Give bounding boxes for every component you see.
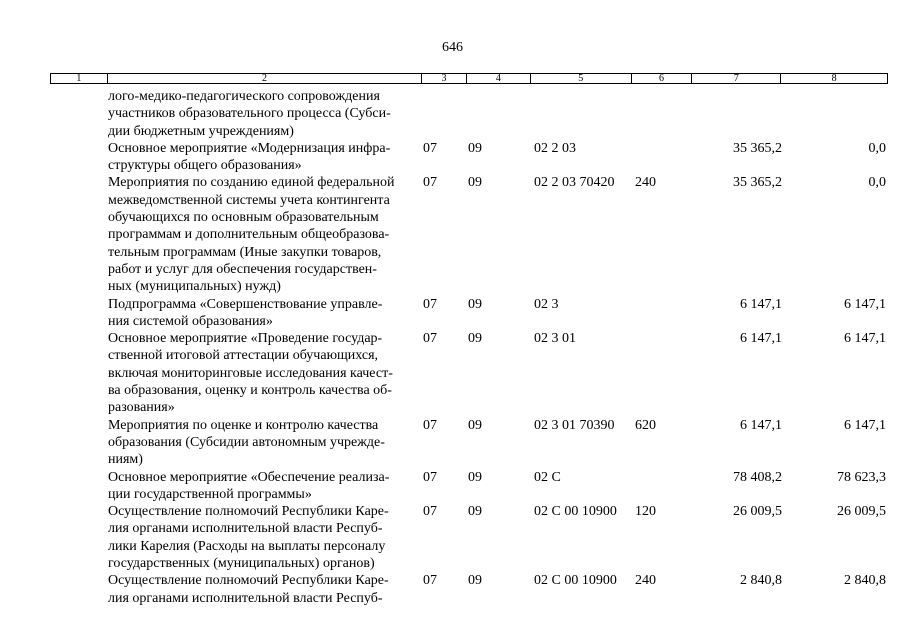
table-row <box>108 140 888 175</box>
expense-name: Мероприятия по созданию единой федеральной межведомственной системы учета контингента обучающихся по основным образовательным программам и дополнительным общеобразова- тельным программам (Иные закупки товаров, работ и услуг для обеспечения государствен- ных (муниципальных) нужд) <box>108 175 395 295</box>
column-number-6: 6 <box>632 74 693 83</box>
subsection-code: 09 <box>468 504 482 520</box>
column-number-2: 2 <box>108 74 422 83</box>
amount-year-2: 6 147,1 <box>844 331 886 347</box>
amount-year-1: 2 840,8 <box>740 573 782 589</box>
table-row <box>108 469 888 504</box>
section-code: 07 <box>423 504 437 520</box>
amount-year-1: 6 147,1 <box>740 296 782 312</box>
expense-name: Осуществление полномочий Республики Каре- лия органами исполнительной власти Респуб- лики Карелия (Расходы на выплаты персоналу государственных (муниципальных) органов) <box>108 504 389 572</box>
expense-name: Основное мероприятие «Обеспечение реализа- ции государственной программы» <box>108 469 390 502</box>
target-article-code: 02 С 00 10900 <box>534 573 617 589</box>
expense-type-code: 620 <box>635 417 656 433</box>
target-article-code: 02 3 <box>534 296 559 312</box>
table-row <box>108 572 888 607</box>
table-row <box>108 88 888 140</box>
amount-year-2: 2 840,8 <box>844 573 886 589</box>
target-article-code: 02 2 03 70420 <box>534 175 615 191</box>
amount-year-2: 78 623,3 <box>837 469 886 485</box>
target-article-code: 02 3 01 <box>534 331 576 347</box>
amount-year-1: 78 408,2 <box>733 469 782 485</box>
section-code: 07 <box>423 573 437 589</box>
section-code: 07 <box>423 331 437 347</box>
subsection-code: 09 <box>468 175 482 191</box>
column-number-3: 3 <box>422 74 467 83</box>
expense-name: лого-медико-педагогического сопровождения участников образовательного процесса (Субси- дии бюджетным учреждениям) <box>108 89 391 139</box>
subsection-code: 09 <box>468 417 482 433</box>
amount-year-2: 6 147,1 <box>844 296 886 312</box>
target-article-code: 02 2 03 <box>534 140 576 156</box>
expense-type-code: 240 <box>635 175 656 191</box>
amount-year-2: 6 147,1 <box>844 417 886 433</box>
table-column-numbers <box>50 73 888 84</box>
column-number-1: 1 <box>51 74 108 83</box>
section-code: 07 <box>423 175 437 191</box>
target-article-code: 02 С <box>534 469 561 485</box>
expense-name: Подпрограмма «Совершенствование управле- ния системой образования» <box>108 296 383 329</box>
table-row <box>108 296 888 331</box>
amount-year-1: 35 365,2 <box>733 175 782 191</box>
target-article-code: 02 3 01 70390 <box>534 417 615 433</box>
section-code: 07 <box>423 296 437 312</box>
expense-type-code: 120 <box>635 504 656 520</box>
amount-year-2: 0,0 <box>868 175 886 191</box>
subsection-code: 09 <box>468 573 482 589</box>
amount-year-2: 26 009,5 <box>837 504 886 520</box>
expense-name: Основное мероприятие «Проведение государ- ственной итоговой аттестации обучающихся, включая мониторинговые исследования качест- ва образования, оценку и контроль качества об- разования» <box>108 331 393 416</box>
amount-year-1: 6 147,1 <box>740 331 782 347</box>
column-number-7: 7 <box>692 74 781 83</box>
section-code: 07 <box>423 140 437 156</box>
section-code: 07 <box>423 469 437 485</box>
table-row <box>108 503 888 572</box>
target-article-code: 02 С 00 10900 <box>534 504 617 520</box>
budget-table-body <box>108 88 888 607</box>
section-code: 07 <box>423 417 437 433</box>
column-number-5: 5 <box>531 74 632 83</box>
subsection-code: 09 <box>468 140 482 156</box>
subsection-code: 09 <box>468 331 482 347</box>
subsection-code: 09 <box>468 296 482 312</box>
amount-year-1: 6 147,1 <box>740 417 782 433</box>
expense-name: Мероприятия по оценке и контролю качества образования (Субсидии автономным учрежде- ниям) <box>108 417 385 468</box>
column-number-4: 4 <box>467 74 531 83</box>
amount-year-1: 26 009,5 <box>733 504 782 520</box>
amount-year-1: 35 365,2 <box>733 140 782 156</box>
expense-type-code: 240 <box>635 573 656 589</box>
table-row <box>108 417 888 469</box>
page-number: 646 <box>442 40 463 55</box>
table-row <box>108 174 888 295</box>
column-number-8: 8 <box>831 73 837 84</box>
expense-name: Осуществление полномочий Республики Каре- лия органами исполнительной власти Респуб- <box>108 573 389 606</box>
subsection-code: 09 <box>468 469 482 485</box>
table-row <box>108 330 888 416</box>
expense-name: Основное мероприятие «Модернизация инфра- структуры общего образования» <box>108 140 391 174</box>
amount-year-2: 0,0 <box>868 140 886 156</box>
